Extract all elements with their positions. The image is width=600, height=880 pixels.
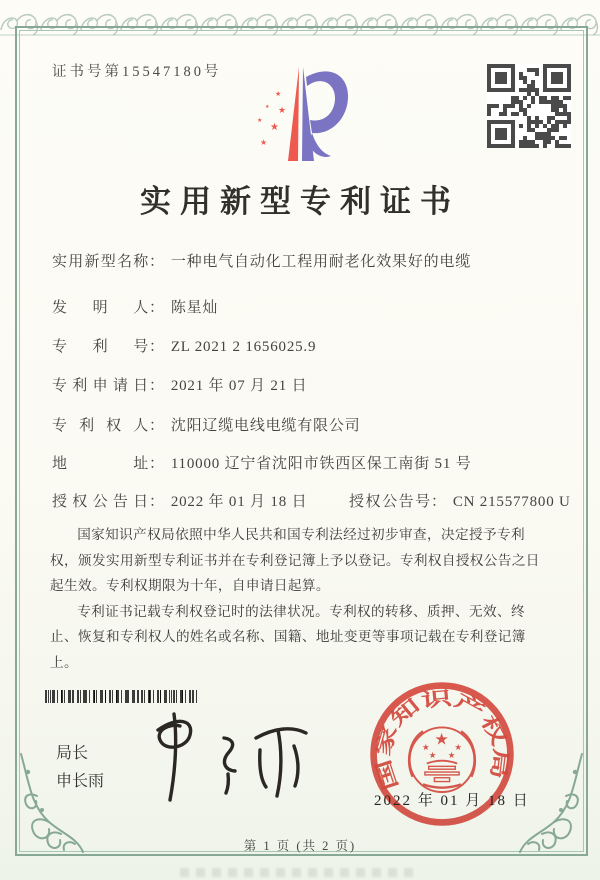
field-value: 110000 辽宁省沈阳市铁西区保工南街 51 号 <box>170 456 472 472</box>
svg-text:★: ★ <box>260 138 268 147</box>
svg-text:★: ★ <box>428 750 437 761</box>
corner-ornament-bottom-left-icon <box>17 752 89 856</box>
svg-text:★: ★ <box>422 743 430 754</box>
qr-code <box>487 64 571 148</box>
legal-text <box>50 522 552 675</box>
field-inventor: 发明人： 陈星灿 <box>52 296 218 317</box>
field-value: 2021 年 07 月 21 日 <box>170 378 308 394</box>
field-label: 授权公告日 <box>52 494 149 510</box>
field-label: 授权公告号 <box>349 494 431 510</box>
field-value: 2022 年 01 月 18 日 <box>170 494 308 510</box>
svg-text:★: ★ <box>434 729 449 749</box>
svg-text:★: ★ <box>257 117 263 124</box>
field-value: ZL 2021 2 1656025.9 <box>170 339 317 355</box>
certificate-title: 实用新型专利证书 <box>140 184 460 219</box>
field-value: 沈阳辽缆电线电缆有限公司 <box>170 418 361 434</box>
field-patentee: 专利权人： 沈阳辽缆电线电缆有限公司 <box>52 414 360 435</box>
barcode <box>45 690 197 703</box>
field-value: 陈星灿 <box>170 300 219 316</box>
legal-paragraph-1: 国家知识产权局依照中华人民共和国专利法经过初步审查，决定授予专利权，颁发实用新型专利证书并在专利登记簿上予以登记。专利权自授权公告之日起生效。专利权期限为十年，自申请日起算。 <box>50 527 540 593</box>
legal-paragraph-2: 专利证书记载专利权登记时的法律状况。专利权的转移、质押、无效、终止、恢复和专利权人的姓名或名称、国籍、地址变更等事项记载在专利登记簿上。 <box>50 603 526 670</box>
field-label: 发明人 <box>52 300 149 316</box>
svg-text:★: ★ <box>265 104 270 110</box>
svg-text:★: ★ <box>270 122 279 133</box>
svg-text:★: ★ <box>275 90 282 98</box>
seal-ring-text: 国家知识产权局 <box>373 689 511 793</box>
field-patent-number: 专利号： ZL 2021 2 1656025.9 <box>52 335 316 356</box>
field-value: 一种电气自动化工程用耐老化效果好的电缆 <box>170 254 472 270</box>
svg-text:★: ★ <box>278 106 287 116</box>
field-label: 实用新型名称 <box>52 254 149 270</box>
field-label: 专利权人 <box>52 418 149 434</box>
field-value: CN 215577800 U <box>452 494 571 510</box>
svg-text:★: ★ <box>454 743 463 754</box>
field-label: 地址 <box>52 456 149 472</box>
field-grant-row: 授权公告日： 2022 年 01 月 18 日 授权公告号： CN 215577800 U <box>52 490 307 511</box>
seal-date: 2022 年 01 月 18 日 <box>374 793 530 809</box>
field-label: 专利申请日 <box>52 378 149 394</box>
field-application-date: 专利申请日： 2021 年 07 月 21 日 <box>52 374 307 395</box>
signer-name: 申长雨 <box>56 773 105 790</box>
field-label: 专利号 <box>52 339 149 355</box>
signature-shen-changyu <box>132 708 328 808</box>
field-grant-number: 授权公告号： CN 215577800 U <box>349 490 571 511</box>
field-utility-model-name: 实用新型名称： 一种电气自动化工程用耐老化效果好的电缆 <box>52 250 471 271</box>
cnipa-logo-icon <box>250 60 354 166</box>
certificate-number: 证书号第15547180号 <box>52 64 222 80</box>
page-number: 第 1 页 (共 2 页) <box>243 839 357 853</box>
svg-text:★: ★ <box>447 750 456 761</box>
field-address: 地址： 110000 辽宁省沈阳市铁西区保工南街 51 号 <box>52 452 472 473</box>
ghost-print <box>180 868 420 877</box>
signer-title: 局长 <box>56 745 89 762</box>
